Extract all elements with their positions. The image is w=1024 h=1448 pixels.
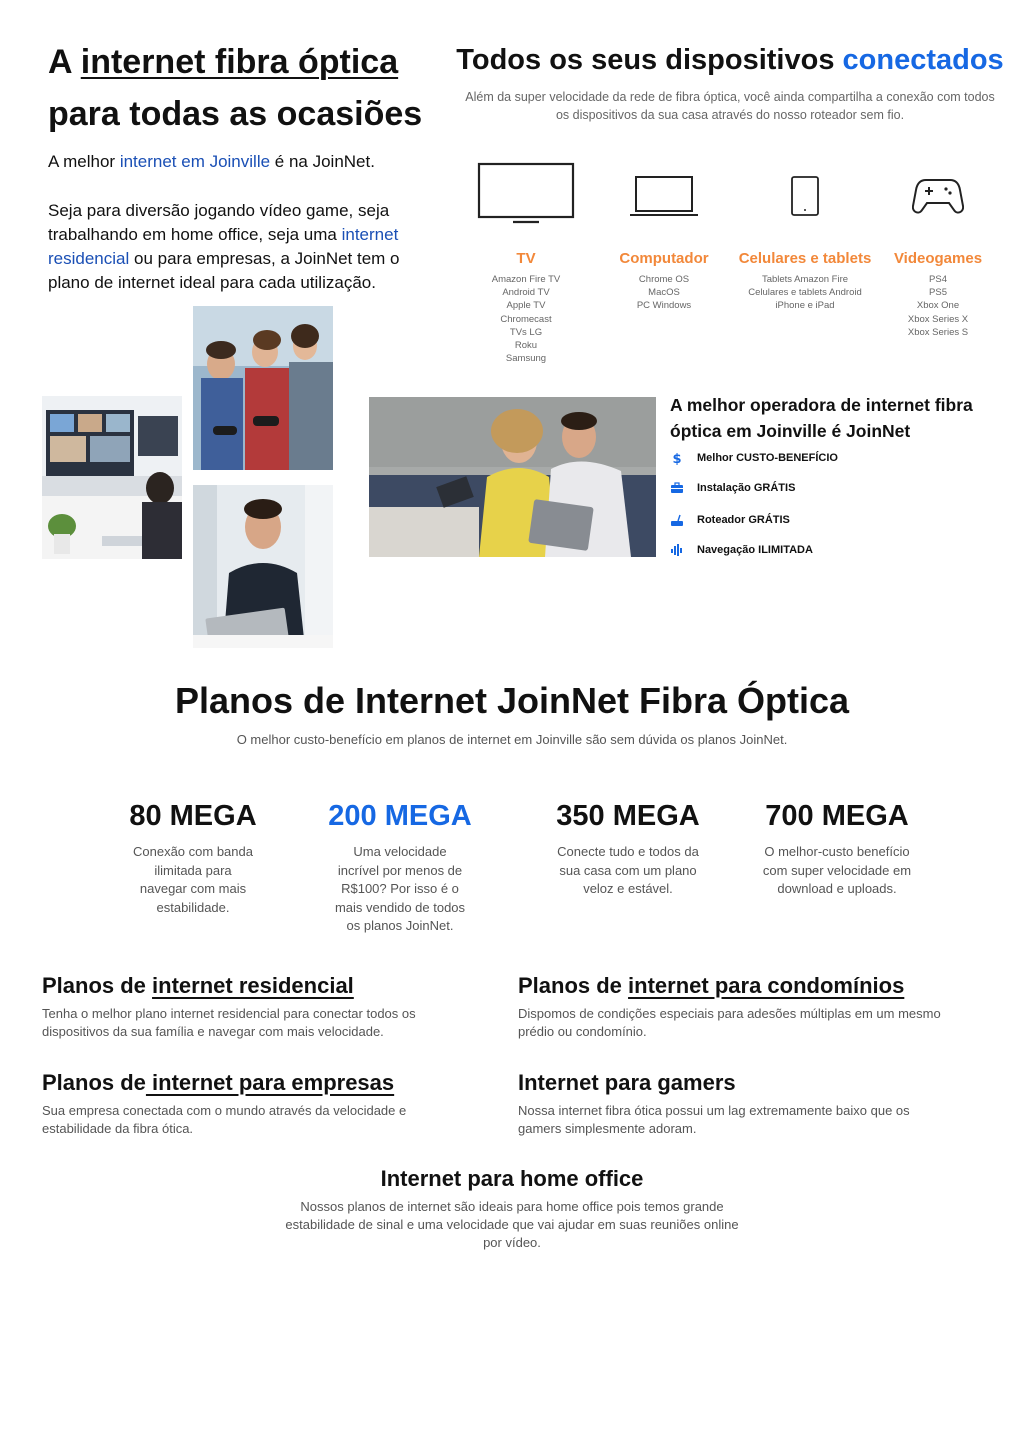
device-list <box>734 273 876 313</box>
toolbox-icon <box>670 481 684 495</box>
devices-title <box>450 44 1010 77</box>
plan-name: 350 MEGA <box>556 800 700 832</box>
category-title <box>518 971 968 1001</box>
tv-icon <box>477 160 575 224</box>
svg-text:$: $ <box>672 452 682 465</box>
hero-title <box>48 36 448 140</box>
hero-p2-pre: Seja para diversão jogando vídeo game, seja trabalhando em home office, seja uma <box>48 201 390 244</box>
category-title: Internet para home office <box>380 1166 644 1191</box>
devices-subtitle: Além da super velocidade da rede de fibra óptica, você ainda compartilha a conexão com todos os dispositivos da sua casa através do nosso roteador sem fio. <box>465 90 995 122</box>
router-icon <box>670 513 684 527</box>
device-list <box>604 273 724 313</box>
device-mobile <box>734 160 876 313</box>
category-residencial <box>42 971 462 1041</box>
device-videogames <box>884 160 992 339</box>
plan-desc: Uma velocidade incrível por menos de R$100? Por isso é o mais vendido de todos os planos JoinNet. <box>334 844 466 934</box>
gamepad-icon <box>912 160 964 224</box>
operator-title: A melhor operadora de internet fibra óptica em Joinville é JoinNet <box>670 395 973 441</box>
internet-residencial-link[interactable]: internet residencial <box>48 225 399 268</box>
hero-paragraph-1 <box>48 150 438 174</box>
list-item: Apple TV <box>506 300 546 312</box>
category-title-pre: Planos de <box>42 1070 146 1095</box>
photo-video-conference <box>42 396 182 559</box>
hero-p1-post: é na JoinNet. <box>270 152 375 171</box>
feature-label: Melhor CUSTO-BENEFÍCIO <box>697 452 838 464</box>
feature-navegacao <box>670 543 813 557</box>
device-list <box>466 273 586 365</box>
list-item: Chrome OS <box>638 274 690 285</box>
category-desc: Dispomos de condições especiais para adesões múltiplas em um mesmo prédio ou condomínio. <box>518 1006 941 1039</box>
device-computer <box>604 160 724 313</box>
feature-instalacao <box>670 481 795 495</box>
plan-name: 200 MEGA <box>328 800 472 832</box>
plan-name: 700 MEGA <box>765 800 909 832</box>
internet-joinville-link[interactable]: internet em Joinville <box>119 152 271 171</box>
list-item: Xbox One <box>916 300 960 312</box>
category-title-pre: Planos de <box>42 973 153 998</box>
plans-title: Planos de Internet JoinNet Fibra Óptica <box>174 680 850 721</box>
plans-subtitle: O melhor custo-benefício em planos de internet em Joinville são sem dúvida os planos JoinNet. <box>236 732 788 747</box>
devices-title-accent: conectados <box>842 44 1004 76</box>
plan-name: 80 MEGA <box>129 800 257 832</box>
feature-label: Instalação GRÁTIS <box>697 482 796 494</box>
photo-couple-sofa <box>369 397 656 557</box>
list-item: iPhone e iPad <box>775 300 835 312</box>
device-list <box>884 273 992 339</box>
plan-desc: O melhor-custo benefício com super velocidade em download e uploads. <box>762 844 912 897</box>
category-title-pre: Planos de <box>518 973 629 998</box>
list-item: MacOS <box>648 287 680 299</box>
devices-title-pre: Todos os seus dispositivos <box>456 44 843 76</box>
photo-man-laptop <box>193 485 333 648</box>
internet-empresas-link[interactable]: internet para empresas <box>145 1070 395 1095</box>
feature-label: Roteador GRÁTIS <box>697 514 790 526</box>
feature-roteador <box>670 513 790 527</box>
plan-350-mega[interactable] <box>548 800 708 899</box>
device-name: Computador <box>619 250 709 267</box>
internet-condominios-link[interactable]: internet para condomínios <box>628 973 905 998</box>
feature-label: Navegação ILIMITADA <box>697 544 813 556</box>
dollar-icon <box>670 451 684 465</box>
laptop-icon <box>629 160 699 224</box>
category-title <box>42 1068 442 1098</box>
list-item: Android TV <box>502 287 550 299</box>
category-gamers <box>518 1068 948 1138</box>
category-empresas <box>42 1068 442 1138</box>
plan-desc: Conexão com banda ilimitada para navegar com mais estabilidade. <box>133 844 253 915</box>
list-item: PS4 <box>929 274 947 285</box>
device-tv <box>466 160 586 365</box>
category-desc: Tenha o melhor plano internet residencial para conectar todos os dispositivos da sua família e navegar com mais velocidade. <box>42 1006 416 1039</box>
list-item: Xbox Series X <box>907 313 969 325</box>
list-item: Samsung <box>505 353 547 365</box>
category-title <box>42 971 462 1001</box>
device-name: Celulares e tablets <box>738 250 872 267</box>
category-home-office <box>262 1164 762 1252</box>
hero-p2-post: ou para empresas, a JoinNet tem o plano de internet ideal para cada utilização. <box>48 249 400 292</box>
plan-desc: Conecte tudo e todos da sua casa com um plano veloz e estável. <box>557 844 699 897</box>
hero-title-post: para todas as ocasiões <box>48 95 423 133</box>
list-item: Xbox Series S <box>907 326 969 338</box>
category-condominios <box>518 971 968 1041</box>
list-item: Celulares e tablets Android <box>748 287 862 299</box>
device-name: Videogames <box>893 250 983 267</box>
list-item: PS5 <box>929 287 947 299</box>
category-title: Internet para gamers <box>518 1070 736 1095</box>
list-item: PC Windows <box>636 300 692 312</box>
list-item: Tablets Amazon Fire <box>761 274 849 285</box>
hero-title-pre: A <box>48 43 81 81</box>
hero-p1-pre: A melhor <box>48 152 120 171</box>
category-desc: Sua empresa conectada com o mundo através da velocidade e estabilidade da fibra ótica. <box>42 1103 407 1136</box>
plan-200-mega[interactable] <box>320 800 480 936</box>
hero-paragraph-2 <box>48 199 438 295</box>
category-desc: Nossa internet fibra ótica possui um lag extremamente baixo que os gamers simplesmente adoram. <box>518 1103 910 1136</box>
list-item: Roku <box>514 340 538 352</box>
list-item: TVs LG <box>509 326 543 338</box>
plan-700-mega[interactable] <box>757 800 917 899</box>
signal-icon <box>670 543 684 557</box>
feature-custo-beneficio <box>670 451 838 465</box>
list-item: Amazon Fire TV <box>491 274 561 285</box>
tablet-icon <box>789 160 821 224</box>
device-name: TV <box>516 250 536 267</box>
list-item: Chromecast <box>500 313 552 325</box>
photo-friends-gaming <box>193 306 333 470</box>
plan-80-mega[interactable] <box>113 800 273 917</box>
internet-residencial-category-link[interactable]: internet residencial <box>152 973 354 998</box>
category-desc: Nossos planos de internet são ideais para home office pois temos grande estabilidade de sinal e uma velocidade que vai ajudar em suas reuniões online por vídeo. <box>285 1199 739 1250</box>
hero-title-link[interactable]: internet fibra óptica <box>80 43 399 81</box>
